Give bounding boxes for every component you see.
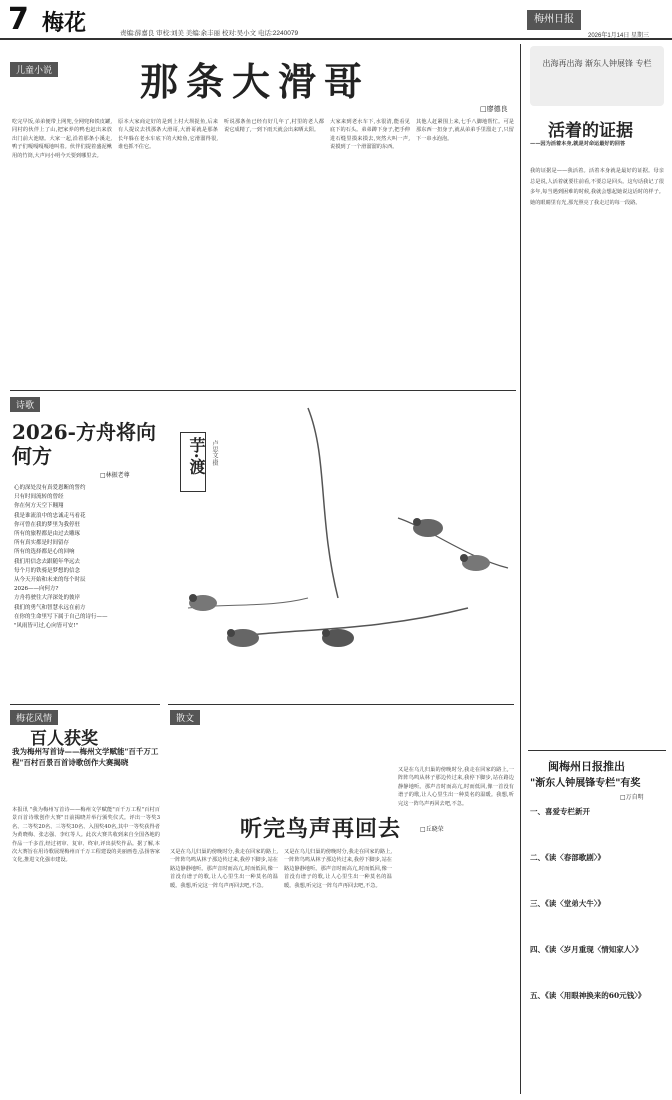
poem-author: □林振老尊 <box>100 472 130 479</box>
column-tag-childrens-story: 儿童小说 <box>10 62 58 77</box>
divider <box>528 750 666 751</box>
promo-author: □万自明 <box>620 794 644 801</box>
column-tag-prose: 散文 <box>170 710 200 725</box>
poem-line: 心的深处没有真爱恩断的誓约 <box>14 485 86 491</box>
poem-line: 所有真实都是时间留存 <box>14 540 70 547</box>
sidebar-body: 我的证据是——我活着。活着本身就是最好的证据。母亲总是说,人活着就要往前看,不要总是回头。这句话我记了很多年,每当遇到困难的时候,我就会想起她说这话时的样子。她的眼睛里有光,那光照亮了我走过的每一段路。 <box>530 168 664 206</box>
story-title-block <box>140 58 470 108</box>
story-title: 那条大滑哥 <box>140 59 371 104</box>
prose-column-1: 又是在乌儿归巢的傍晚时分,我走在回家的路上,一阵阵鸟鸣从林子那边传过来,我停下脚步,站在路边静静地听。那声音时而高亢,时而低回,像一首没有谱子的歌,让人心里生出一种莫名的温暖。我想,听完这一阵鸟声再回去吧,不急。 <box>170 849 278 889</box>
toc-item: 三、《读〈堂弟大牛〉》 <box>530 899 605 908</box>
poem-line: 所有的选择都是心的回响 <box>14 549 75 556</box>
toc-item: 一、喜爱专栏新开 <box>530 807 590 816</box>
poem-line: 从今天开始和未来的每个时辰 <box>14 577 86 584</box>
section-label-box <box>180 432 206 492</box>
editor-meta: 责编:薛嘉良 审校:刘美 美编:余丰丽 校对:吴小文 电话:2240079 <box>120 30 299 37</box>
prose-column-2: 又是在乌儿归巢的傍晚时分,我走在回家的路上,一阵阵鸟鸣从林子那边传过来,我停下脚步,站在路边静静地听。那声音时而高亢,时而低回,像一首没有谱子的歌,让人心里生出一种莫名的温暖。我想,听完这一阵鸟声再回去吧,不急。 <box>284 849 392 889</box>
toc-item: 四、《读〈岁月重现〈情知家人〉》 <box>530 945 643 954</box>
sidebar-banner-text: 出海再出海 渐东人钟展锋 专栏 <box>542 59 652 68</box>
poem-line: 每个月的铁骑是梦想的信念 <box>14 567 81 574</box>
poem-line: 在你的生命里写下属于自己的诗行—— <box>14 613 108 620</box>
poem-line: 我是谁流浪中的忠诚走马看花 <box>14 512 86 519</box>
news-title: 百人获奖 <box>30 729 98 749</box>
divider <box>10 704 160 705</box>
news-subtitle: 我为梅州写首诗——梅州文学赋能"百千万工程"百村百景百首诗歌创作大赛揭晓 <box>12 747 159 767</box>
story-author: □廖德良 <box>480 105 508 113</box>
promo-title: "渐东人钟展锋专栏"有奖 <box>530 778 641 789</box>
sidebar-banner <box>530 46 664 106</box>
divider <box>10 390 516 391</box>
poem-line: 方舟将驶往大洋深处的彼岸 <box>14 595 81 602</box>
art-caption: 卢思文·摄 <box>211 440 218 466</box>
poem-line: 只有时间流转的曾经 <box>14 494 64 501</box>
story-column-1: 吃完早饭,弟弟便带上网兜,全网兜和铁皮罐,同村的伙伴上了山,把家养的鸭也赶出来放出门前大池塘。大家一起,沿着那条小溪走,鸭子们嘎嘎嘎嘎地叫着。伙伴们提着盛泥鳅用的竹筒,大声问小明今天要到哪里去。 <box>12 119 112 159</box>
story-column-5: 其他人赶紧围上来,七手八脚地帮忙。可是那东西一扭身子,就从弟弟手里溜走了,只留下一串水泡泡。 <box>416 119 514 142</box>
prose-column-3: 又是在乌儿归巢的傍晚时分,我走在回家的路上,一阵阵鸟鸣从林子那边传过来,我停下脚步,站在路边静静地听。那声音时而高亢,时而低回,像一首没有谱子的歌,让人心里生出一种莫名的温暖。我想,听完这一阵鸟声再回去吧,不急。 <box>398 767 514 807</box>
poem-body <box>14 484 154 631</box>
toc-item: 二、《读〈春部歌剧〉》 <box>530 853 605 862</box>
page-name: 梅花 <box>42 10 87 36</box>
story-column-4: 大家来到老水车下,水很清,能看见底下的石头。弟弟蹲下身子,把手伸进石缝里摸来摸去,突然大叫一声,说摸到了一个滑溜溜的东西。 <box>330 119 410 151</box>
promo-heading: 闽梅州日报推出 <box>548 760 625 773</box>
issue-date: 2026年1月14日 星期三 <box>588 33 650 39</box>
promo-toc <box>530 806 664 1002</box>
section-label: 芋·渡 <box>187 437 206 475</box>
sidebar-title: 活着的证据 <box>548 121 633 141</box>
news-body: 本报讯 "我为梅州写首诗——梅州文学赋能"百千万工程"百村百景百首诗歌创作大赛"日前揭晓并举行颁奖仪式。评出一等奖3名、二等奖20名、三等奖30名、入围奖40名,其中一等奖获得者为黄晓梅、张志强、李红等人。此次大赛共收到来自全国各地的作品一千多首,经过初审、复审、终审,评出获奖作品。据了解,本次大赛旨在用诗歌展现梅州百千万工程建设的美丽画卷,弘扬客家文化,推进文化强市建设。 <box>12 807 160 864</box>
page-header <box>0 0 672 40</box>
page-number: 7 <box>8 2 29 37</box>
newspaper-logo: 梅州日报 <box>527 10 581 30</box>
divider <box>168 704 514 705</box>
prose-title: 听完鸟声再回去 <box>240 816 402 842</box>
column-tag-meihua: 梅花风情 <box>10 710 58 725</box>
sidebar-subtitle: ——因为活着本身,就是对命运最好的回答 <box>530 141 626 147</box>
poem-line: 2026——向何方? <box>14 586 59 593</box>
story-column-3: 听说那条鱼已经有好几年了,村里的老人都说它成精了,一到下雨天就会出来晒太阳。 <box>224 119 324 134</box>
bird-illustration <box>168 398 514 698</box>
poem-line: 我们用信念去跟随年华远去 <box>14 558 81 565</box>
poem-line: 你可曾在我的梦里为我停驻 <box>14 521 81 528</box>
poem-line: 你在何方天空下翱翔 <box>14 503 64 510</box>
sidebar-divider <box>520 44 521 1094</box>
toc-item: 五、《读〈用眼神换来的60元钱〉》 <box>530 991 646 1000</box>
poem-line: 所有的旅程都是由过去雕琢 <box>14 531 81 538</box>
column-tag-poetry: 诗歌 <box>10 397 40 412</box>
poem-line: 我们的勇气和智慧永远在前方 <box>14 604 86 611</box>
story-column-2: 原本大家商定好的是到上村大坝捉鱼,后来有人提议去找那条大滑哥,大滑哥就是那条长年躲在老水车底下的大鲶鱼,它滑溜得很,谁也抓不住它。 <box>118 119 218 151</box>
prose-author: □丘晓荣 <box>420 826 444 833</box>
poem-title: 2026-方舟将向何方 <box>12 420 156 468</box>
poem-line: "风雨皆可过,心向皆可安!" <box>14 623 79 630</box>
